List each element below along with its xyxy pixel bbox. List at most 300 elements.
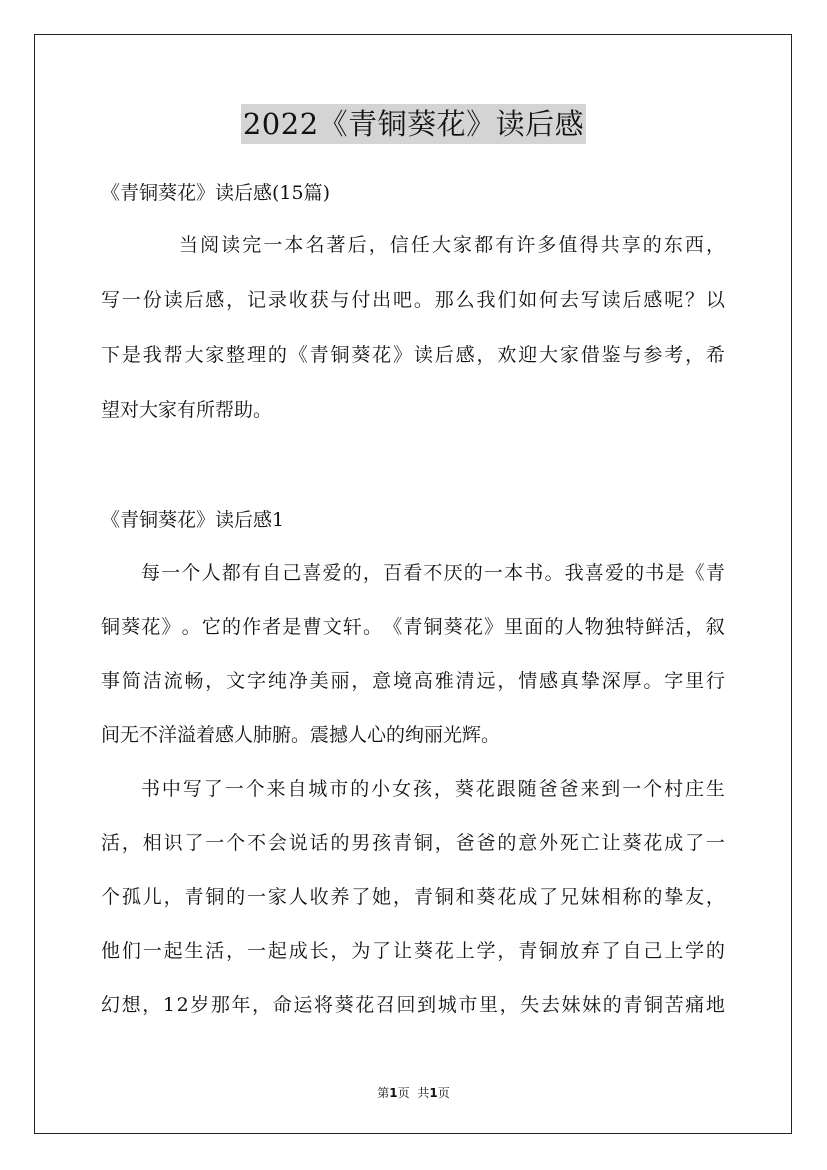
glyph: ， (497, 940, 517, 962)
glyph: 葵 (443, 616, 463, 638)
glyph: 爱 (604, 562, 624, 584)
glyph: 书 (141, 778, 161, 800)
glyph: 成 (288, 940, 308, 962)
glyph: 了 (372, 940, 392, 962)
glyph: 葵 (454, 778, 474, 800)
glyph: 著 (326, 234, 346, 256)
glyph: 清 (455, 670, 475, 692)
glyph: 个 (643, 778, 663, 800)
glyph: 》 (483, 616, 503, 638)
glyph: 一 (161, 562, 181, 584)
glyph: 起 (267, 940, 287, 962)
glyph: 人 (288, 886, 308, 908)
glyph: 面 (524, 616, 544, 638)
glyph: 回 (396, 994, 416, 1016)
glyph: 青 (184, 886, 204, 908)
glyph: 大 (184, 344, 204, 366)
glyph: 每 (141, 562, 161, 584)
para2-line-3 (101, 884, 725, 910)
glyph: 境 (393, 670, 413, 692)
glyph: 都 (221, 562, 241, 584)
glyph: 上 (455, 940, 475, 962)
glyph: 值 (558, 234, 578, 256)
glyph: 青 (309, 344, 329, 366)
glyph: 大 (539, 344, 559, 366)
glyph: 儿 (142, 886, 162, 908)
para2-line-2 (101, 830, 725, 856)
glyph: 中 (161, 778, 181, 800)
glyph: 的 (544, 616, 564, 638)
glyph: 葵 (121, 616, 141, 638)
glyph: 么 (455, 289, 475, 311)
glyph: 东 (663, 234, 683, 256)
glyph: 的 (350, 778, 370, 800)
glyph: 整 (226, 344, 246, 366)
glyph: 苦 (664, 994, 684, 1016)
glyph: 青 (393, 832, 413, 854)
glyph: 是 (282, 616, 302, 638)
glyph: 畅 (184, 670, 204, 692)
glyph: 运 (293, 994, 313, 1016)
glyph: 的 (642, 234, 662, 256)
glyph: 铜 (423, 616, 443, 638)
glyph: 里 (685, 670, 705, 692)
glyph: 葵 (413, 940, 433, 962)
glyph: 孩 (412, 778, 432, 800)
glyph: 召 (375, 994, 395, 1016)
glyph: 记 (247, 289, 267, 311)
glyph: 铜 (205, 886, 225, 908)
glyph: 感 (643, 289, 663, 311)
glyph: 信 (389, 234, 409, 256)
glyph: ， (226, 940, 246, 962)
glyph: 了 (601, 940, 621, 962)
glyph: 们 (497, 289, 517, 311)
glyph: 独 (604, 616, 624, 638)
glyph: 城 (437, 994, 457, 1016)
glyph: 人 (564, 616, 584, 638)
glyph: 。 (544, 562, 564, 584)
glyph: ， (142, 994, 162, 1016)
glyph: 话 (309, 832, 329, 854)
glyph: 一 (142, 940, 162, 962)
glyph: 铜 (413, 832, 433, 854)
footer-page-prefix: 第 (377, 1086, 390, 1100)
glyph: 。 (363, 616, 383, 638)
glyph: 鲜 (645, 616, 665, 638)
glyph: 的 (463, 562, 483, 584)
glyph: 写 (182, 778, 202, 800)
glyph: 是 (121, 344, 141, 366)
glyph: 挚 (580, 670, 600, 692)
glyph: 铜 (330, 344, 350, 366)
glyph: 去 (559, 289, 579, 311)
glyph: 意 (518, 832, 538, 854)
glyph: 青 (705, 562, 725, 584)
glyph: 随 (517, 778, 537, 800)
glyph: 成 (518, 886, 538, 908)
glyph: 家 (559, 344, 579, 366)
glyph: 铜 (644, 994, 664, 1016)
glyph: 后 (184, 289, 204, 311)
footer-page-number: 1 (389, 1086, 398, 1100)
para2-line-5 (101, 992, 725, 1018)
glyph: 厌 (443, 562, 463, 584)
glyph: 幻 (101, 994, 121, 1016)
para2-line-5-text (101, 992, 725, 1018)
intro-line-3 (101, 342, 725, 368)
glyph: 迎 (518, 344, 538, 366)
glyph: 去 (540, 994, 560, 1016)
glyph: 读 (601, 289, 621, 311)
glyph: 的 (342, 562, 362, 584)
glyph: 他 (101, 940, 121, 962)
glyph: 高 (413, 670, 433, 692)
glyph: 本 (284, 234, 304, 256)
glyph: 一 (705, 832, 725, 854)
glyph: 岁 (190, 994, 210, 1016)
glyph: 识 (163, 832, 183, 854)
glyph: 一 (121, 289, 141, 311)
glyph: 爸 (559, 778, 579, 800)
glyph: 学 (685, 940, 705, 962)
glyph: 雅 (434, 670, 454, 692)
glyph: 市 (458, 994, 478, 1016)
glyph: 有 (241, 562, 261, 584)
glyph: 活 (205, 940, 225, 962)
glyph: 《 (288, 344, 308, 366)
glyph: 青 (413, 886, 433, 908)
glyph: 的 (643, 886, 663, 908)
glyph: 花 (497, 886, 517, 908)
glyph: 轩 (342, 616, 362, 638)
glyph: 想 (121, 994, 141, 1016)
glyph: 物 (584, 616, 604, 638)
glyph: 份 (142, 289, 162, 311)
glyph: 让 (393, 940, 413, 962)
glyph: 学 (476, 940, 496, 962)
glyph: ， (499, 994, 519, 1016)
glyph: 花 (643, 832, 663, 854)
glyph: 庄 (684, 778, 704, 800)
glyph: 市 (329, 778, 349, 800)
glyph: 个 (245, 778, 265, 800)
para2-line-1-text (141, 776, 725, 802)
glyph: 鉴 (601, 344, 621, 366)
document-subtitle: 《青铜葵花》读后感(15篇) (101, 182, 331, 204)
glyph: ， (163, 886, 183, 908)
glyph: 行 (705, 670, 725, 692)
glyph: 城 (308, 778, 328, 800)
glyph: 后 (347, 234, 367, 256)
glyph: 挚 (664, 886, 684, 908)
glyph: 多 (537, 234, 557, 256)
glyph: ， (705, 886, 725, 908)
para2-line-3-text (101, 884, 725, 910)
glyph: 吧 (393, 289, 413, 311)
section-heading: 《青铜葵花》读后感1 (101, 509, 285, 531)
glyph: 花 (372, 344, 392, 366)
glyph: 村 (664, 778, 684, 800)
glyph: 地 (705, 994, 725, 1016)
glyph: ？ (685, 289, 705, 311)
glyph: 亡 (580, 832, 600, 854)
glyph: 意 (372, 670, 392, 692)
para1-line-2-text (101, 614, 725, 640)
glyph: 享 (621, 234, 641, 256)
glyph: 年 (231, 994, 251, 1016)
glyph: 妹 (582, 994, 602, 1016)
glyph: 女 (392, 778, 412, 800)
glyph: 花 (355, 994, 375, 1016)
glyph: 将 (314, 994, 334, 1016)
glyph: 有 (495, 234, 515, 256)
glyph: ， (368, 234, 388, 256)
glyph: 青 (518, 940, 538, 962)
title-container (0, 104, 827, 144)
glyph: 纯 (267, 670, 287, 692)
glyph: ， (330, 940, 350, 962)
glyph: 字 (664, 670, 684, 692)
glyph: 来 (266, 778, 286, 800)
glyph: 2 (176, 994, 189, 1016)
glyph: 写 (101, 289, 121, 311)
glyph: 的 (602, 994, 622, 1016)
glyph: 友 (685, 886, 705, 908)
para1-line-1-text (141, 560, 725, 586)
glyph: 西 (684, 234, 704, 256)
glyph: 帮 (163, 344, 183, 366)
glyph: 以 (705, 289, 725, 311)
glyph: 。 (413, 289, 433, 311)
glyph: 书 (524, 562, 544, 584)
footer-total-suffix: 页 (437, 1086, 450, 1100)
glyph: 书 (645, 562, 665, 584)
glyph: 收 (309, 886, 329, 908)
para2-line-1 (141, 776, 725, 802)
intro-line-1 (179, 232, 725, 258)
glyph: 作 (242, 616, 262, 638)
glyph: 呢 (664, 289, 684, 311)
glyph: ， (476, 344, 496, 366)
glyph: 来 (580, 778, 600, 800)
glyph: 了 (685, 832, 705, 854)
glyph: 不 (423, 562, 443, 584)
footer-page-suffix: 页 (397, 1086, 410, 1100)
glyph: 百 (383, 562, 403, 584)
glyph: 读 (221, 234, 241, 256)
glyph: 真 (559, 670, 579, 692)
glyph: 读 (163, 289, 183, 311)
para2-line-4-text (101, 938, 725, 964)
glyph: 生 (184, 940, 204, 962)
glyph: 会 (267, 832, 287, 854)
glyph: 了 (351, 886, 371, 908)
glyph: 获 (309, 289, 329, 311)
glyph: 葵 (622, 832, 642, 854)
glyph: 任 (410, 234, 430, 256)
glyph: 的 (330, 832, 350, 854)
glyph: 本 (504, 562, 524, 584)
glyph: 青 (403, 616, 423, 638)
glyph: 花 (463, 616, 483, 638)
glyph: 我 (476, 289, 496, 311)
para2-line-4 (101, 938, 725, 964)
glyph: 生 (705, 778, 725, 800)
glyph: 孩 (372, 832, 392, 854)
glyph: 命 (272, 994, 292, 1016)
glyph: 里 (504, 616, 524, 638)
glyph: 自 (262, 562, 282, 584)
glyph: 》 (393, 344, 413, 366)
glyph: 们 (121, 940, 141, 962)
glyph: 弃 (580, 940, 600, 962)
glyph: 感 (205, 289, 225, 311)
glyph: 文 (226, 670, 246, 692)
glyph: 妹 (580, 886, 600, 908)
glyph: ， (252, 994, 272, 1016)
glyph: 己 (282, 562, 302, 584)
glyph: 爸 (538, 778, 558, 800)
glyph: 考 (664, 344, 684, 366)
glyph: 特 (625, 616, 645, 638)
glyph: 都 (474, 234, 494, 256)
glyph: ， (434, 832, 454, 854)
glyph: 一 (224, 778, 244, 800)
glyph: 一 (247, 940, 267, 962)
glyph: 付 (351, 289, 371, 311)
glyph: 爸 (455, 832, 475, 854)
glyph: 个 (101, 886, 121, 908)
glyph: 里 (479, 994, 499, 1016)
glyph: 的 (497, 832, 517, 854)
glyph: 感 (539, 670, 559, 692)
page-footer (0, 1085, 827, 1101)
glyph: ， (393, 886, 413, 908)
glyph: 文 (322, 616, 342, 638)
glyph: 一 (205, 832, 225, 854)
glyph: 收 (288, 289, 308, 311)
document-title: 2022《青铜葵花》读后感 (241, 104, 586, 144)
glyph: 者 (262, 616, 282, 638)
glyph: 的 (226, 886, 246, 908)
glyph: 自 (622, 940, 642, 962)
glyph: 个 (181, 562, 201, 584)
glyph: 后 (622, 289, 642, 311)
para1-line-3 (101, 668, 725, 694)
glyph: 铜 (434, 886, 454, 908)
glyph: 葵 (476, 886, 496, 908)
glyph: 《 (383, 616, 403, 638)
glyph: ， (205, 670, 225, 692)
glyph: 自 (287, 778, 307, 800)
glyph: 1 (162, 994, 175, 1016)
glyph: 完 (242, 234, 262, 256)
glyph: 何 (539, 289, 559, 311)
intro-line-3-text (101, 342, 725, 368)
glyph: 己 (643, 940, 663, 962)
glyph: 借 (580, 344, 600, 366)
glyph: 流 (163, 670, 183, 692)
glyph: ， (685, 616, 705, 638)
glyph: 和 (455, 886, 475, 908)
glyph: 的 (221, 616, 241, 638)
glyph: 简 (121, 670, 141, 692)
glyph: 成 (664, 832, 684, 854)
glyph: 个 (226, 832, 246, 854)
glyph: 小 (371, 778, 391, 800)
glyph: 不 (247, 832, 267, 854)
glyph: 了 (203, 778, 223, 800)
footer-total-number: 1 (429, 1086, 438, 1100)
glyph: 一 (483, 562, 503, 584)
glyph: 称 (622, 886, 642, 908)
glyph: 兄 (559, 886, 579, 908)
glyph: ， (226, 289, 246, 311)
glyph: 死 (559, 832, 579, 854)
glyph: 丽 (330, 670, 350, 692)
glyph: 曹 (302, 616, 322, 638)
glyph: 失 (520, 994, 540, 1016)
para1-line-2 (101, 614, 725, 640)
glyph: 我 (564, 562, 584, 584)
glyph: 得 (579, 234, 599, 256)
glyph: 花 (141, 616, 161, 638)
para1-line-1 (141, 560, 725, 586)
glyph: 爱 (322, 562, 342, 584)
glyph: 花 (475, 778, 495, 800)
glyph: 让 (601, 832, 621, 854)
glyph: 深 (601, 670, 621, 692)
glyph: 跟 (496, 778, 516, 800)
glyph: 洁 (142, 670, 162, 692)
glyph: 一 (263, 234, 283, 256)
glyph: 下 (101, 344, 121, 366)
glyph: 铜 (539, 940, 559, 962)
glyph: 了 (184, 832, 204, 854)
glyph: ， (351, 670, 371, 692)
glyph: 我 (142, 344, 162, 366)
glyph: 大 (431, 234, 451, 256)
glyph: 了 (539, 886, 559, 908)
glyph: 外 (539, 832, 559, 854)
glyph: 美 (309, 670, 329, 692)
glyph: 共 (600, 234, 620, 256)
glyph: 那 (434, 289, 454, 311)
glyph: 写 (580, 289, 600, 311)
glyph: 是 (665, 562, 685, 584)
glyph: 欢 (497, 344, 517, 366)
para1-line-4: 间无不洋溢着感人肺腑。震撼人心的绚丽光辉。 (101, 724, 501, 746)
glyph: 后 (434, 344, 454, 366)
glyph: 长 (309, 940, 329, 962)
glyph: 妹 (561, 994, 581, 1016)
glyph: 希 (705, 344, 725, 366)
glyph: 阅 (200, 234, 220, 256)
intro-line-2 (101, 287, 725, 313)
glyph: 喜 (302, 562, 322, 584)
glyph: 如 (518, 289, 538, 311)
glyph: 相 (142, 832, 162, 854)
para2-line-2-text (101, 830, 725, 856)
glyph: 录 (267, 289, 287, 311)
glyph: 与 (622, 344, 642, 366)
glyph: 花 (434, 940, 454, 962)
glyph: 她 (372, 886, 392, 908)
glyph: 情 (518, 670, 538, 692)
glyph: 》 (161, 616, 181, 638)
glyph: 为 (351, 940, 371, 962)
